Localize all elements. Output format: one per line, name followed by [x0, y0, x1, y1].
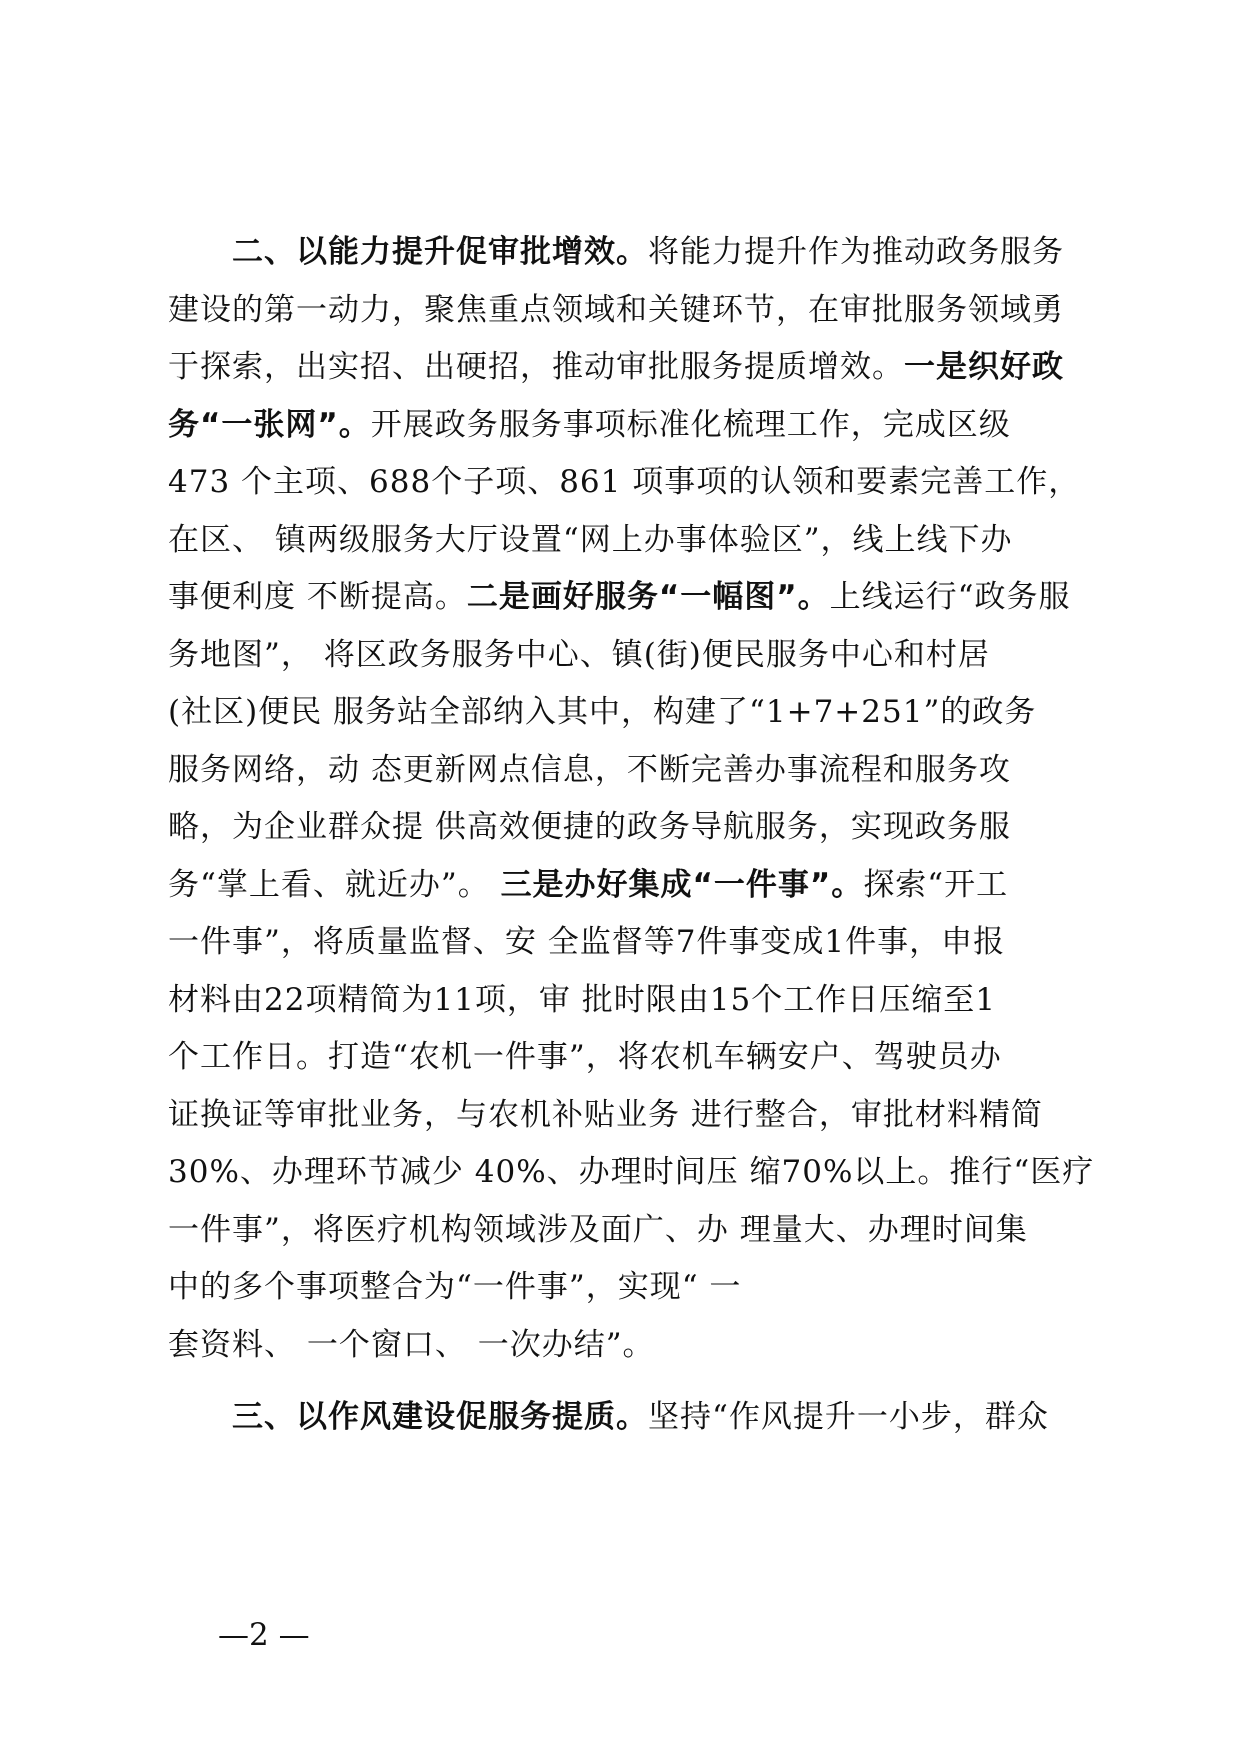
section2-line-19: 中的多个事项整合为“一件事”，实现“ 一: [168, 1269, 742, 1305]
section2-line-4: 务“一张网”。开展政务服务事项标准化梳理工作，完成区级: [168, 407, 1011, 443]
point1-heading-part1: 一是织好政: [904, 349, 1064, 385]
section2-line-15: 个工作日。打造“农机一件事”，将农机车辆安户、驾驶员办: [168, 1039, 1002, 1075]
point3-heading: 三是办好集成“一件事”。: [500, 867, 864, 903]
section2-line-18: 一件事”，将医疗机构领域涉及面广、办 理量大、办理时间集: [168, 1212, 1028, 1248]
section2-line-17: 30%、办理环节减少 40%、办理时间压 缩70%以上。推行“医疗: [168, 1154, 1095, 1190]
section2-line-20: 套资料、 一个窗口、 一次办结”。: [168, 1327, 655, 1363]
section2-line-13: 一件事”，将质量监督、安 全监督等7件事变成1件事，申报: [168, 924, 1006, 960]
section3-line-1: 三、以作风建设促服务提质。坚持“作风提升一小步，群众: [232, 1399, 1049, 1435]
section2-line-14: 材料由22项精简为11项，审 批时限由15个工作日压缩至1: [168, 982, 996, 1018]
point2-heading: 二是画好服务“一幅图”。: [466, 579, 830, 615]
page-number: —2 —: [218, 1617, 310, 1653]
section2-heading: 二、以能力提升促审批增效。: [232, 234, 648, 270]
section2-line-3: 于探索，出实招、出硬招，推动审批服务提质增效。一是织好政: [168, 349, 1064, 385]
point1-heading-part2: 务“一张网”。: [168, 407, 371, 443]
section2-line-9: (社区)便民 服务站全部纳入其中，构建了“1+7+251”的政务: [168, 694, 1037, 730]
section2-line-2: 建设的第一动力，聚焦重点领域和关键环节，在审批服务领域勇: [168, 292, 1064, 328]
section2-line-8: 务地图”， 将区政务服务中心、镇(街)便民服务中心和村居: [168, 637, 990, 673]
section2-line-10: 服务网络，动 态更新网点信息，不断完善办事流程和服务攻: [168, 752, 1011, 788]
section2-line-5: 473 个主项、688个子项、861 项事项的认领和要素完善工作，: [168, 464, 1081, 500]
section2-line-16: 证换证等审批业务，与农机补贴业务 进行整合，审批材料精简: [168, 1097, 1043, 1133]
section3-heading: 三、以作风建设促服务提质。: [232, 1399, 648, 1435]
section2-line-1: 二、以能力提升促审批增效。将能力提升作为推动政务服务: [232, 234, 1064, 270]
section2-line-6: 在区、 镇两级服务大厅设置“网上办事体验区”，线上线下办: [168, 522, 1013, 558]
section2-line-7: 事便利度 不断提高。二是画好服务“一幅图”。上线运行“政务服: [168, 579, 1071, 615]
section2-line-12: 务“掌上看、就近办”。 三是办好集成“一件事”。探索“开工: [168, 867, 1009, 903]
section2-line-11: 略，为企业群众提 供高效便捷的政务导航服务，实现政务服: [168, 809, 1011, 845]
